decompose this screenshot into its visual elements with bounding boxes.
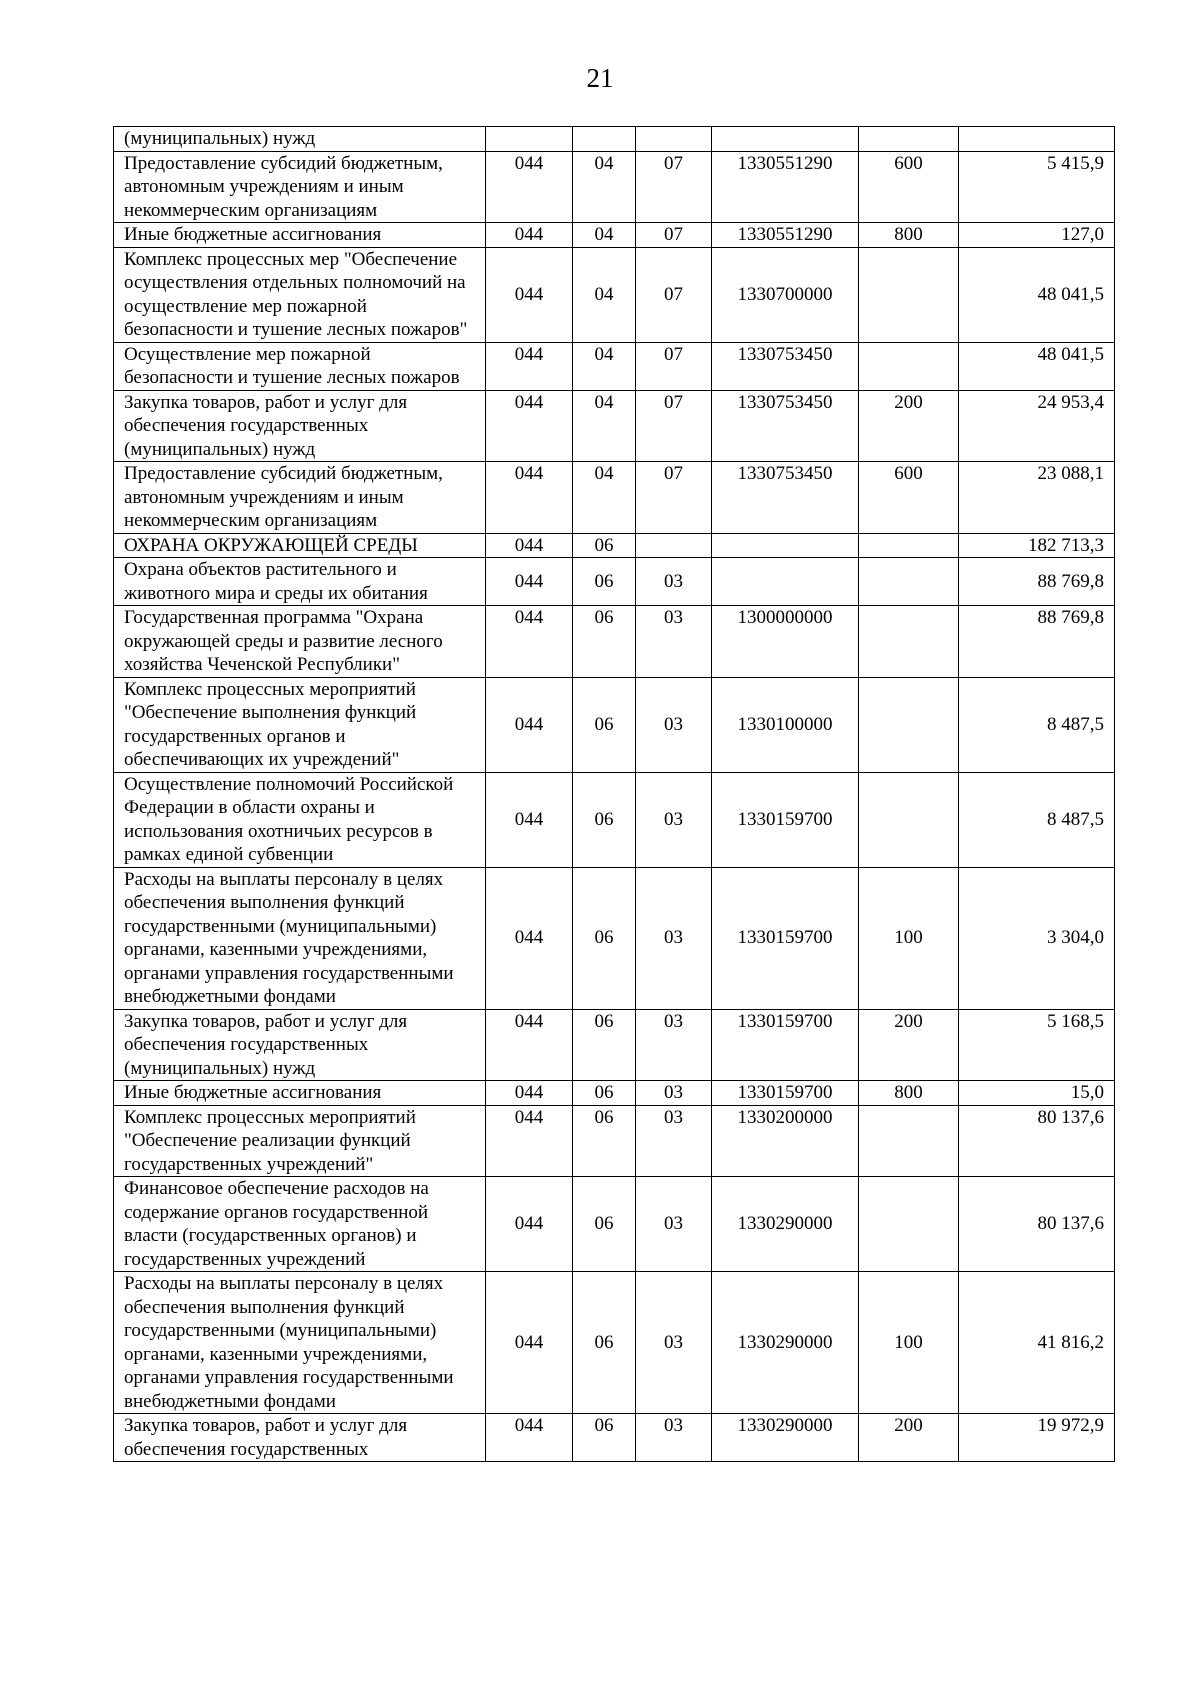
table-row: [114, 342, 1115, 390]
cell-section-code: 06: [573, 1272, 636, 1414]
cell-expense-type: [859, 606, 959, 678]
cell-target-article: 1330290000: [712, 1177, 859, 1272]
cell-ministry-code: 044: [486, 247, 573, 342]
cell-target-article: 1330159700: [712, 867, 859, 1009]
page-number: 21: [586, 63, 614, 93]
cell-ministry-code: 044: [486, 342, 573, 390]
cell-amount: 88 769,8: [959, 606, 1115, 678]
cell-expense-type: 100: [859, 867, 959, 1009]
cell-expense-name: Расходы на выплаты персоналу в целях обеспечения выполнения функций государственными (муниципальными) органами, казенными учреждениями, органами управления государственными внебюджетными фондами: [114, 867, 486, 1009]
cell-amount: 19 972,9: [959, 1414, 1115, 1462]
cell-subsection-code: [636, 533, 712, 558]
cell-target-article: 1330159700: [712, 1009, 859, 1081]
cell-amount: 24 953,4: [959, 390, 1115, 462]
cell-expense-name: Финансовое обеспечение расходов на содержание органов государственной власти (государственных органов) и государственных учреждений: [114, 1177, 486, 1272]
cell-expense-name: Закупка товаров, работ и услуг для обеспечения государственных (муниципальных) нужд: [114, 390, 486, 462]
cell-ministry-code: 044: [486, 606, 573, 678]
table-row: [114, 1105, 1115, 1177]
cell-subsection-code: 03: [636, 606, 712, 678]
cell-amount: 80 137,6: [959, 1177, 1115, 1272]
cell-subsection-code: 03: [636, 1414, 712, 1462]
cell-ministry-code: 044: [486, 677, 573, 772]
cell-expense-type: [859, 127, 959, 152]
cell-subsection-code: 07: [636, 390, 712, 462]
cell-expense-name: Комплекс процессных мероприятий "Обеспечение реализации функций государственных учреждений": [114, 1105, 486, 1177]
cell-section-code: 06: [573, 1105, 636, 1177]
cell-subsection-code: 07: [636, 151, 712, 223]
table-row: [114, 558, 1115, 606]
cell-amount: 5 168,5: [959, 1009, 1115, 1081]
cell-amount: 48 041,5: [959, 342, 1115, 390]
cell-expense-name: Комплекс процессных мероприятий "Обеспечение выполнения функций государственных органов и обеспечивающих их учреждений": [114, 677, 486, 772]
cell-expense-name: (муниципальных) нужд: [114, 127, 486, 152]
cell-target-article: 1330700000: [712, 247, 859, 342]
cell-target-article: [712, 127, 859, 152]
cell-section-code: 06: [573, 533, 636, 558]
cell-section-code: 04: [573, 223, 636, 248]
table-row: [114, 772, 1115, 867]
cell-expense-name: ОХРАНА ОКРУЖАЮЩЕЙ СРЕДЫ: [114, 533, 486, 558]
table-row: [114, 867, 1115, 1009]
cell-expense-type: 200: [859, 1414, 959, 1462]
cell-section-code: 06: [573, 677, 636, 772]
cell-amount: 8 487,5: [959, 677, 1115, 772]
cell-section-code: 06: [573, 867, 636, 1009]
cell-ministry-code: 044: [486, 462, 573, 534]
cell-amount: 80 137,6: [959, 1105, 1115, 1177]
cell-expense-type: 100: [859, 1272, 959, 1414]
cell-expense-type: [859, 247, 959, 342]
cell-amount: 23 088,1: [959, 462, 1115, 534]
cell-subsection-code: 03: [636, 1081, 712, 1106]
cell-subsection-code: 03: [636, 558, 712, 606]
cell-target-article: [712, 558, 859, 606]
cell-expense-name: Государственная программа "Охрана окружающей среды и развитие лесного хозяйства Чеченской Республики": [114, 606, 486, 678]
cell-ministry-code: [486, 127, 573, 152]
table-row: [114, 151, 1115, 223]
cell-section-code: 06: [573, 772, 636, 867]
cell-subsection-code: 07: [636, 342, 712, 390]
table-row: [114, 677, 1115, 772]
cell-section-code: 04: [573, 247, 636, 342]
cell-expense-type: [859, 1105, 959, 1177]
cell-amount: 182 713,3: [959, 533, 1115, 558]
table-row: [114, 390, 1115, 462]
cell-target-article: 1330290000: [712, 1272, 859, 1414]
cell-expense-name: Предоставление субсидий бюджетным, автономным учреждениям и иным некоммерческим организациям: [114, 462, 486, 534]
cell-section-code: 04: [573, 151, 636, 223]
cell-target-article: 1330551290: [712, 223, 859, 248]
cell-expense-type: 800: [859, 223, 959, 248]
cell-section-code: 06: [573, 1081, 636, 1106]
budget-table-body: [114, 127, 1115, 1462]
cell-amount: 8 487,5: [959, 772, 1115, 867]
cell-expense-name: Осуществление мер пожарной безопасности и тушение лесных пожаров: [114, 342, 486, 390]
cell-amount: 3 304,0: [959, 867, 1115, 1009]
cell-expense-name: Комплекс процессных мер "Обеспечение осуществления отдельных полномочий на осуществление мер пожарной безопасности и тушение лесных пожаров": [114, 247, 486, 342]
cell-ministry-code: 044: [486, 223, 573, 248]
cell-expense-name: Закупка товаров, работ и услуг для обеспечения государственных: [114, 1414, 486, 1462]
cell-section-code: 06: [573, 558, 636, 606]
table-row: [114, 1009, 1115, 1081]
cell-section-code: 06: [573, 1177, 636, 1272]
cell-ministry-code: 044: [486, 558, 573, 606]
cell-amount: 5 415,9: [959, 151, 1115, 223]
cell-expense-name: Расходы на выплаты персоналу в целях обеспечения выполнения функций государственными (муниципальными) органами, казенными учреждениями, органами управления государственными внебюджетными фондами: [114, 1272, 486, 1414]
cell-amount: 48 041,5: [959, 247, 1115, 342]
cell-expense-type: [859, 1177, 959, 1272]
cell-expense-type: 800: [859, 1081, 959, 1106]
cell-expense-type: [859, 677, 959, 772]
cell-expense-type: 600: [859, 462, 959, 534]
cell-target-article: 1330100000: [712, 677, 859, 772]
cell-ministry-code: 044: [486, 867, 573, 1009]
cell-ministry-code: 044: [486, 1105, 573, 1177]
cell-target-article: 1330753450: [712, 390, 859, 462]
table-row: [114, 1177, 1115, 1272]
cell-expense-name: Предоставление субсидий бюджетным, автономным учреждениям и иным некоммерческим организациям: [114, 151, 486, 223]
cell-target-article: 1330200000: [712, 1105, 859, 1177]
table-row: [114, 223, 1115, 248]
cell-section-code: 06: [573, 1414, 636, 1462]
table-row: [114, 1272, 1115, 1414]
cell-target-article: 1330159700: [712, 1081, 859, 1106]
cell-expense-type: [859, 558, 959, 606]
cell-ministry-code: 044: [486, 1081, 573, 1106]
cell-expense-type: 200: [859, 390, 959, 462]
cell-expense-name: Иные бюджетные ассигнования: [114, 1081, 486, 1106]
table-row: [114, 533, 1115, 558]
cell-subsection-code: [636, 127, 712, 152]
cell-section-code: 06: [573, 1009, 636, 1081]
cell-expense-name: Закупка товаров, работ и услуг для обеспечения государственных (муниципальных) нужд: [114, 1009, 486, 1081]
cell-subsection-code: 03: [636, 677, 712, 772]
cell-amount: 127,0: [959, 223, 1115, 248]
cell-target-article: 1330753450: [712, 342, 859, 390]
cell-target-article: 1330753450: [712, 462, 859, 534]
table-row: [114, 127, 1115, 152]
cell-section-code: [573, 127, 636, 152]
cell-expense-name: Иные бюджетные ассигнования: [114, 223, 486, 248]
table-row: [114, 1414, 1115, 1462]
cell-target-article: 1330290000: [712, 1414, 859, 1462]
cell-expense-name: Осуществление полномочий Российской Федерации в области охраны и использования охотничьих ресурсов в рамках единой субвенции: [114, 772, 486, 867]
cell-subsection-code: 07: [636, 462, 712, 534]
cell-ministry-code: 044: [486, 1177, 573, 1272]
cell-section-code: 06: [573, 606, 636, 678]
cell-amount: [959, 127, 1115, 152]
cell-section-code: 04: [573, 390, 636, 462]
cell-section-code: 04: [573, 462, 636, 534]
cell-ministry-code: 044: [486, 1414, 573, 1462]
cell-expense-name: Охрана объектов растительного и животного мира и среды их обитания: [114, 558, 486, 606]
cell-subsection-code: 07: [636, 247, 712, 342]
cell-subsection-code: 03: [636, 1105, 712, 1177]
table-row: [114, 462, 1115, 534]
table-row: [114, 606, 1115, 678]
table-row: [114, 1081, 1115, 1106]
cell-target-article: [712, 533, 859, 558]
cell-subsection-code: 07: [636, 223, 712, 248]
cell-amount: 41 816,2: [959, 1272, 1115, 1414]
cell-amount: 88 769,8: [959, 558, 1115, 606]
cell-subsection-code: 03: [636, 1272, 712, 1414]
cell-target-article: 1330159700: [712, 772, 859, 867]
cell-target-article: 1300000000: [712, 606, 859, 678]
cell-subsection-code: 03: [636, 1177, 712, 1272]
cell-subsection-code: 03: [636, 1009, 712, 1081]
cell-expense-type: [859, 342, 959, 390]
table-row: [114, 247, 1115, 342]
cell-ministry-code: 044: [486, 533, 573, 558]
cell-subsection-code: 03: [636, 772, 712, 867]
cell-target-article: 1330551290: [712, 151, 859, 223]
cell-ministry-code: 044: [486, 390, 573, 462]
cell-expense-type: [859, 772, 959, 867]
cell-ministry-code: 044: [486, 772, 573, 867]
cell-expense-type: 600: [859, 151, 959, 223]
cell-section-code: 04: [573, 342, 636, 390]
cell-expense-type: 200: [859, 1009, 959, 1081]
cell-ministry-code: 044: [486, 1009, 573, 1081]
cell-subsection-code: 03: [636, 867, 712, 1009]
cell-ministry-code: 044: [486, 151, 573, 223]
cell-ministry-code: 044: [486, 1272, 573, 1414]
cell-amount: 15,0: [959, 1081, 1115, 1106]
budget-table: [113, 126, 1115, 1462]
cell-expense-type: [859, 533, 959, 558]
